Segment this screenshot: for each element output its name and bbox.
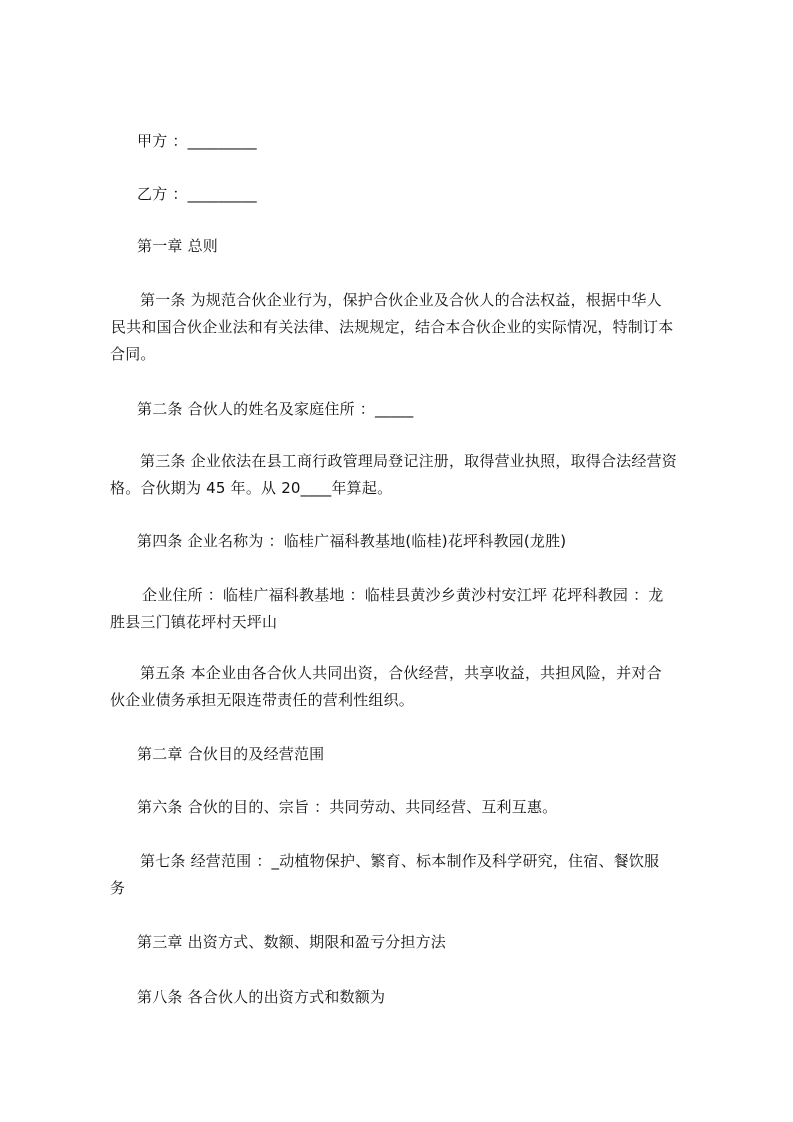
article-1 xyxy=(110,287,673,368)
article-5-line-1: 第五条 本企业由各合伙人共同出资，合伙经营，共享收益，共担风险，并对合 xyxy=(140,664,662,682)
article-7-line-2: 务 xyxy=(110,879,126,897)
article-3-line-1: 第三条 企业依法在县工商行政管理局登记注册，取得营业执照，取得合法经营资 xyxy=(140,452,677,470)
article-2: 第二条 合伙人的姓名及家庭住所 ：_____ xyxy=(137,400,414,418)
article-1-line-2: 民共和国合伙企业法和有关法律、法规规定，结合本合伙企业的实际情况，特制订本 xyxy=(111,318,674,336)
article-5 xyxy=(110,660,662,714)
article-5-line-2: 伙企业债务承担无限连带责任的营利性组织。 xyxy=(110,691,415,709)
address-line-2: 胜县三门镇花坪村天坪山 xyxy=(110,613,278,631)
article-8: 第八条 各合伙人的出资方式和数额为 xyxy=(137,988,386,1006)
article-7-line-1: 第七条 经营范围 ：_动植物保护、繁育、标本制作及科学研究，住宿、餐饮服 xyxy=(140,852,660,870)
party-b-line: 乙方 ：_________ xyxy=(137,185,257,203)
chapter-3-heading: 第三章 出资方式、数额、期限和盈亏分担方法 xyxy=(137,933,446,951)
enterprise-address xyxy=(110,582,663,636)
chapter-1-heading: 第一章 总则 xyxy=(137,237,218,255)
article-3-line-2: 格。合伙期为 45 年。从 20____年算起。 xyxy=(110,479,393,497)
article-7 xyxy=(110,848,659,902)
article-3 xyxy=(110,448,677,502)
article-4: 第四条 企业名称为 ：临桂广福科教基地(临桂)花坪科教园(龙胜) xyxy=(137,532,567,550)
article-1-line-3: 合同。 xyxy=(110,345,156,363)
article-6: 第六条 合伙的目的、宗旨 ：共同劳动、共同经营、互利互惠。 xyxy=(137,798,558,816)
chapter-2-heading: 第二章 合伙目的及经营范围 xyxy=(137,745,325,763)
party-a-line: 甲方 ：_________ xyxy=(137,132,257,150)
article-1-line-1: 第一条 为规范合伙企业行为，保护合伙企业及合伙人的合法权益，根据中华人 xyxy=(140,291,662,309)
address-line-1: 企业住所 ：临桂广福科教基地 ：临桂县黄沙乡黄沙村安江坪 花坪科教园 ：龙 xyxy=(142,586,664,604)
